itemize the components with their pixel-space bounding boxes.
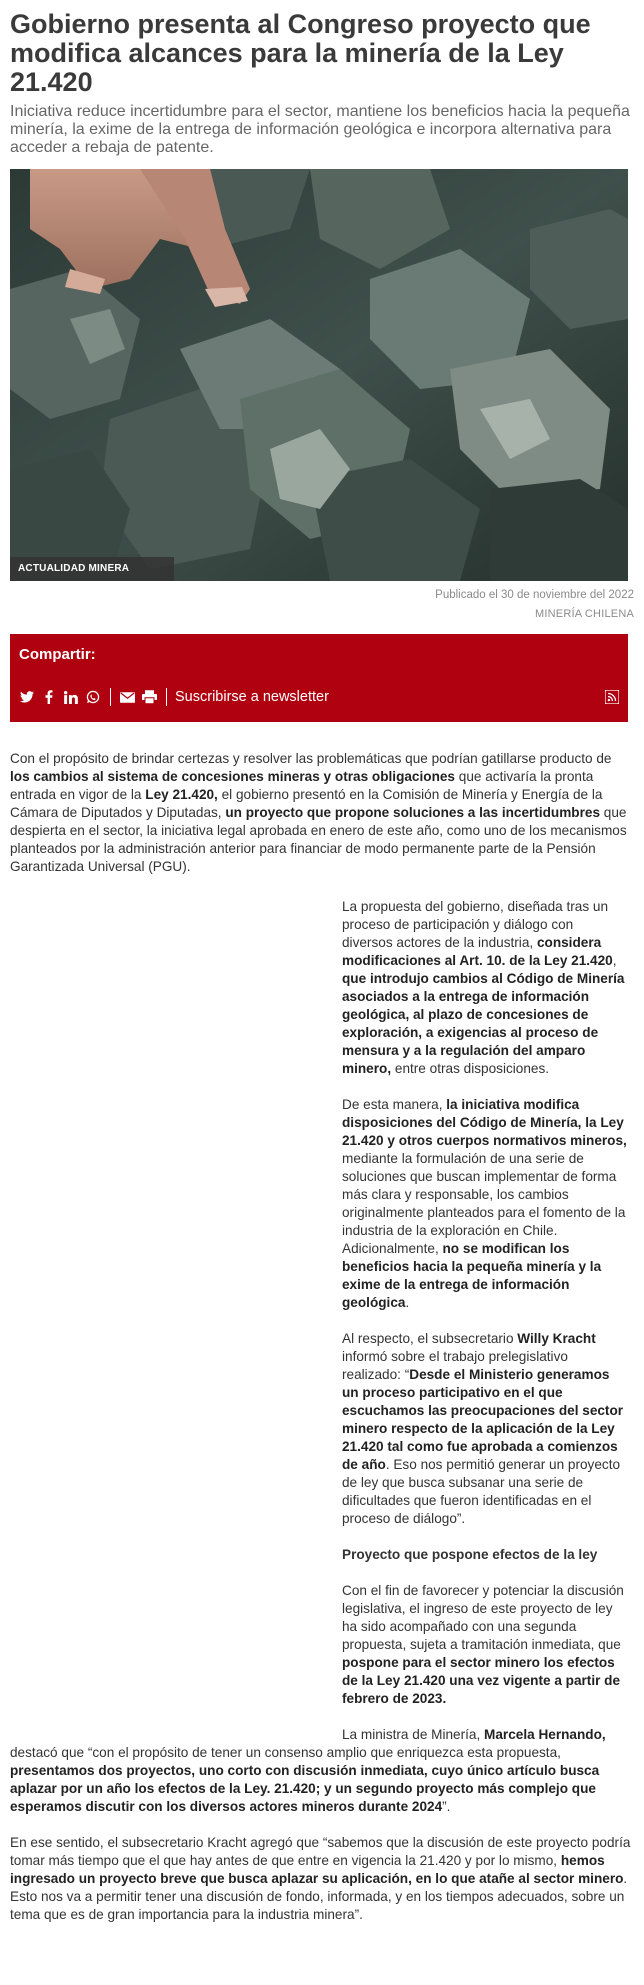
closing-paragraphs bbox=[10, 1726, 634, 1924]
bold-text: Ley 21.420, bbox=[145, 787, 218, 802]
text: Al respecto, el subsecretario bbox=[342, 1331, 518, 1346]
share-actions bbox=[19, 688, 619, 706]
text: , bbox=[612, 953, 617, 968]
text: La propuesta del gobierno, diseñada tras un proceso de participación y diálogo con diversos actores de la industria, bbox=[342, 899, 609, 950]
whatsapp-icon[interactable] bbox=[85, 689, 101, 705]
mineral-rocks-photo bbox=[10, 169, 628, 581]
facebook-icon[interactable] bbox=[41, 689, 57, 705]
text: De esta manera, bbox=[342, 1097, 447, 1112]
text: mediante la formulación de una serie de soluciones que buscan implementar de forma más clara y responsable, los cambios originalmente planteados para el fomento de la industria de la exploración en Chile. Adicionalmente, bbox=[342, 1151, 626, 1256]
bold-text: que introdujo cambios al Código de Minería asociados a la entrega de información geológica, al plazo de concesiones de exploración, a exigencias al proceso de mensura y a la regulación del amparo minero, bbox=[342, 971, 625, 1076]
text: La ministra de Minería, bbox=[342, 1727, 485, 1742]
text: . Eso nos permitió generar un proyecto de ley que busca subsanar una serie de dificultades que fueron identificadas en el proceso de diálogo”. bbox=[342, 1457, 621, 1526]
text: Con el propósito de brindar certezas y resolver las problemáticas que podrían gatillarse producto de bbox=[10, 751, 612, 766]
paragraph bbox=[342, 898, 627, 1078]
paragraph bbox=[10, 1726, 634, 1816]
share-title: Compartir: bbox=[19, 646, 96, 663]
paragraph bbox=[342, 1096, 627, 1312]
text: que activaría la pronta entrada en vigor de la bbox=[10, 769, 594, 802]
print-icon[interactable] bbox=[141, 689, 157, 705]
paragraph bbox=[342, 1582, 627, 1708]
text: el gobierno presentó en la Comisión de Minería y Energía de la Cámara de Diputados y Diputadas, bbox=[10, 787, 603, 820]
source-name: MINERÍA CHILENA bbox=[535, 608, 634, 620]
hero-image bbox=[10, 169, 628, 581]
divider bbox=[166, 688, 167, 706]
text: ”. bbox=[442, 1799, 451, 1814]
publish-date: Publicado el 30 de noviembre del 2022 bbox=[435, 589, 634, 601]
bold-text: considera modificaciones al Art. 10. de la Ley 21.420 bbox=[342, 935, 613, 968]
text: Con el fin de favorecer y potenciar la discusión legislativa, el ingreso de este proyecto de ley ha sido acompañado con una segunda propuesta, sujeta a tramitación inmediata, que bbox=[342, 1583, 624, 1652]
text: . bbox=[405, 1295, 410, 1310]
email-icon[interactable] bbox=[119, 689, 135, 705]
article-subtitle: Iniciativa reduce incertidumbre para el sector, mantiene los beneficios hacia la pequeña minería, la exime de la entrega de información geológica e incorpora alternativa para acceder a rebaja de patente. bbox=[10, 103, 630, 156]
text: destacó que “con el propósito de tener un consenso amplio que enriquezca esta propuesta, bbox=[10, 1745, 561, 1760]
bold-text: presentamos dos proyectos, uno corto con discusión inmediata, cuyo único artículo busca aplazar por un año los efectos de la Ley. 21.420; y un segundo proyecto más complejo que esperamos discutir con los diversos actores mineros durante 2024 bbox=[10, 1763, 600, 1814]
text: entre otras disposiciones. bbox=[391, 1061, 550, 1076]
article-meta bbox=[10, 589, 634, 620]
bold-text: los cambios al sistema de concesiones mineras y otras obligaciones bbox=[10, 769, 455, 784]
text: informó sobre el trabajo prelegislativo realizado: “ bbox=[342, 1349, 568, 1382]
paragraph bbox=[342, 1330, 627, 1528]
bold-text: Willy Kracht bbox=[517, 1331, 596, 1346]
text: que despierta en el sector, la iniciativa legal aprobada en enero de este año, como uno de los mecanismos planteados por la administración anterior para financiar de modo permanente parte de la Pensión Garantizada Universal (PGU). bbox=[10, 805, 627, 874]
right-column bbox=[342, 898, 627, 1708]
divider bbox=[110, 688, 111, 706]
bold-text: Marcela Hernando, bbox=[484, 1727, 606, 1742]
paragraph bbox=[10, 1834, 634, 1924]
section-subheading: Proyecto que pospone efectos de la ley bbox=[342, 1547, 598, 1562]
image-caption: ACTUALIDAD MINERA bbox=[10, 557, 174, 581]
bold-text: la iniciativa modifica disposiciones del Código de Minería, la Ley 21.420 y otros cuerpos normativos mineros, bbox=[342, 1097, 627, 1148]
bold-text: no se modifican los beneficios hacia la pequeña minería y la exime de la entrega de información geológica bbox=[342, 1241, 602, 1310]
rss-icon[interactable] bbox=[605, 690, 619, 704]
bold-text: hemos ingresado un proyecto breve que busca aplazar su aplicación, en lo que atañe al sector minero bbox=[10, 1853, 624, 1886]
bold-text: Desde el Ministerio generamos un proceso participativo en el que escuchamos las preocupaciones del sector minero respecto de la aplicación de la Ley 21.420 tal como fue aprobada a comienzos de año bbox=[342, 1367, 624, 1472]
text: . Esto nos va a permitir tener una discusión de fondo, informada, y en los tiempos adecuados, sobre un tema que es de gran importancia para la industria minera”. bbox=[10, 1871, 628, 1922]
intro-paragraph bbox=[10, 750, 634, 876]
bold-text: un proyecto que propone soluciones a las incertidumbres bbox=[225, 805, 601, 820]
twitter-icon[interactable] bbox=[19, 689, 35, 705]
article-title: Gobierno presenta al Congreso proyecto que modifica alcances para la minería de la Ley 21.420 bbox=[10, 9, 591, 97]
newsletter-link[interactable]: Suscribirse a newsletter bbox=[175, 689, 329, 705]
share-bar bbox=[10, 634, 628, 722]
bold-text: pospone para el sector minero los efectos de la Ley 21.420 una vez vigente a partir de febrero de 2023. bbox=[342, 1655, 621, 1706]
linkedin-icon[interactable] bbox=[63, 689, 79, 705]
text: En ese sentido, el subsecretario Kracht agregó que “sabemos que la discusión de este proyecto podría tomar más tiempo que el que hay antes de que entre en vigencia la 21.420 y por lo mismo, bbox=[10, 1835, 631, 1868]
